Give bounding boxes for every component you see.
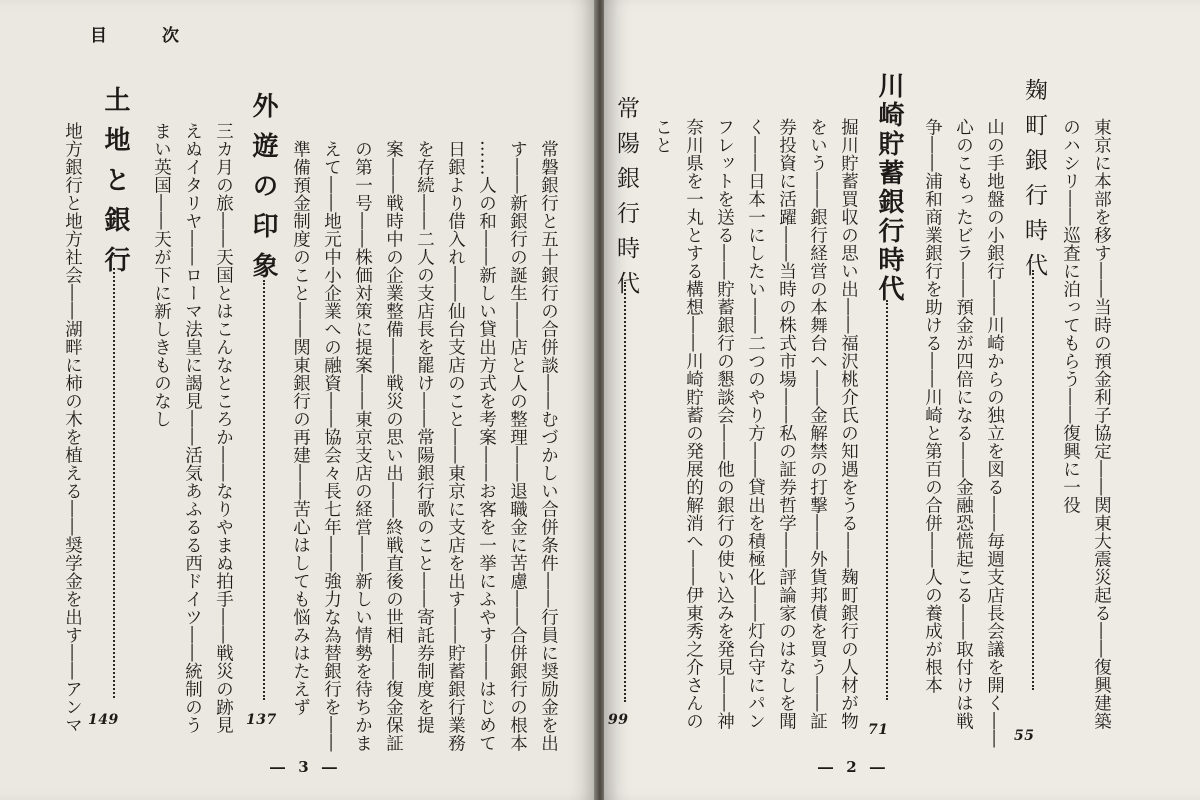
toc-line: のハシリ――巡査に泊ってもらう――復興に一役 xyxy=(1060,118,1081,514)
toc-line: まい英国――天が下に新しきものなし xyxy=(151,122,172,428)
page-number-gaiyu: 137 xyxy=(246,712,277,728)
leader-dots xyxy=(1032,270,1034,690)
page-number-kawasaki: 71 xyxy=(868,722,889,738)
chapter-title-joyo: 常陽銀行時代 xyxy=(613,96,639,306)
leader-dots xyxy=(624,282,626,702)
chapter-title-kojimachi: 麹町銀行時代 xyxy=(1021,78,1047,288)
toc-line: えぬイタリヤ――ローマ法皇に謁見――活気あふるる西ドイツ――統制のう xyxy=(182,122,203,734)
toc-line: 地方銀行と地方社会――湖畔に柿の木を植える――奨学金を出す――アンマ xyxy=(62,122,83,734)
toc-line: 券投資に活躍――当時の株式市場――私の証券哲学――評論家のはなしを聞 xyxy=(776,118,797,730)
leader-dots xyxy=(113,268,115,698)
toc-line: 山の手地盤の小銀行――川崎からの独立を図る――毎週支店長会議を開く―― xyxy=(984,118,1005,748)
page-number-kojimachi: 55 xyxy=(1014,728,1035,744)
page-number-tochi: 149 xyxy=(88,712,119,728)
toc-line: 東京に本部を移す――当時の預金利子協定――関東大震災起る――復興建築 xyxy=(1091,118,1112,730)
toc-line: をいう――銀行経営の本舞台へ――金解禁の打撃――外貨邦債を買う――証 xyxy=(807,118,828,730)
chapter-title-gaiyu: 外遊の印象 xyxy=(248,92,278,292)
toc-line: の第一号――株価対策に提案――東京支店の経営――新しい情勢を待ちかま xyxy=(352,140,373,752)
toc-line: 心のこもったビラ――預金が四倍になる――金融恐慌起こる――取付けは戦 xyxy=(953,118,974,730)
toc-line: 常磐銀行と五十銀行の合併談――むづかしい合併条件――行員に奨励金を出 xyxy=(538,140,559,752)
page-number-joyo: 99 xyxy=(608,712,629,728)
toc-line: こと xyxy=(652,118,673,154)
toc-line: ……人の和――新しい貸出方式を考案――お客を一挙にふやす――はじめて xyxy=(476,140,497,752)
toc-line: く――日本一にしたい――二つのやり方――貸出を積極化――灯台守にパン xyxy=(745,118,766,730)
toc-line: を存続――二人の支店長を罷け――常陽銀行歌のこと――寄託券制度を提 xyxy=(414,140,435,734)
toc-line: フレットを送る――貯蓄銀行の懇談会――他の銀行の使い込みを発見――神 xyxy=(714,118,735,730)
toc-line: 準備預金制度のこと――関東銀行の再建――苦心はしても悩みはたえず xyxy=(290,140,311,716)
toc-line: 日銀より借入れ――仙台支店のこと――東京に支店を出す――貯蓄銀行業務 xyxy=(445,140,466,752)
leader-dots xyxy=(263,280,265,700)
toc-line: 掘川貯蓄買収の思い出――福沢桃介氏の知遇をうる――麹町銀行の人材が物 xyxy=(838,118,859,730)
toc-line: 争――浦和商業銀行を助ける――川崎と第百の合併――人の養成が根本 xyxy=(922,118,943,694)
toc-line: えて――地元中小企業への融資――協会々長七年――強力な為替銀行を―― xyxy=(321,140,342,752)
toc-label-ji: 次 xyxy=(158,26,178,43)
toc-line: 三カ月の旅――天国とはこんなところか――なりやまぬ拍手――戦災の跡見 xyxy=(213,122,234,734)
leader-dots xyxy=(886,300,888,700)
folio-right: ― 2 ― xyxy=(818,758,889,776)
toc-line: 案――戦時中の企業整備――戦災の思い出――終戦直後の世相――復金保証 xyxy=(383,140,404,752)
left-page xyxy=(0,0,596,800)
toc-label-moku: 目 xyxy=(86,26,106,43)
toc-line: 奈川県を一丸とする構想――川崎貯蓄の発展的解消へ――伊東秀之介さんの xyxy=(683,118,704,730)
chapter-title-tochi: 土地と銀行 xyxy=(100,86,130,286)
right-page xyxy=(604,0,1200,800)
chapter-title-kawasaki: 川崎貯蓄銀行時代 xyxy=(874,72,904,304)
toc-line: す――新銀行の誕生――店と人の整理――退職金に苦慮――合併銀行の根本 xyxy=(507,140,528,752)
folio-left: ― 3 ― xyxy=(270,758,341,776)
